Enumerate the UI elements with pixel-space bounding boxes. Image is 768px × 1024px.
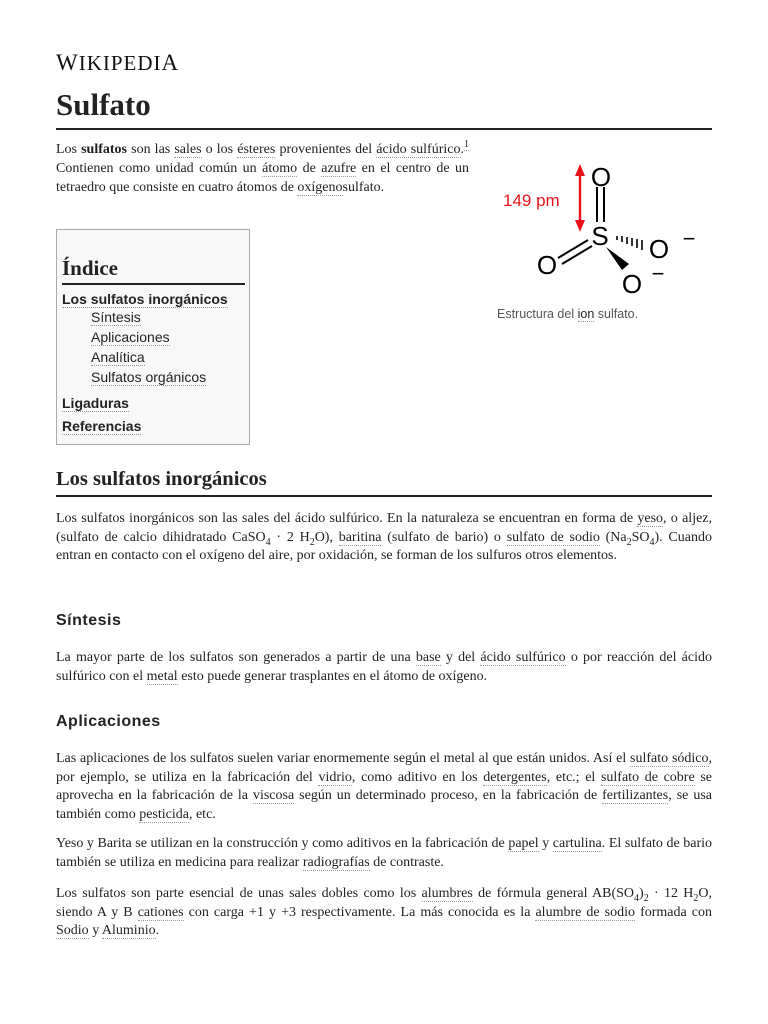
- sulfate-ion-diagram[interactable]: [496, 150, 712, 300]
- sulfate-structure-figure[interactable]: [496, 150, 712, 305]
- link-pesticida[interactable]: pesticida: [139, 806, 189, 822]
- link-sulfato-de-cobre[interactable]: sulfato de cobre: [600, 769, 695, 785]
- link-oxigeno[interactable]: oxígeno: [297, 180, 343, 195]
- atom-oxygen-left: O: [536, 250, 558, 280]
- toc-item-los-sulfatos-inorganicos[interactable]: Los sulfatos inorgánicos: [62, 291, 228, 307]
- sintesis-paragraph: La mayor parte de los sulfatos son generados a partir de una base y del ácido sulfúrico o por reacción del ácido sulfúrico con el metal esto puede generar trasplantes en el átomo de oxígeno.: [56, 650, 712, 684]
- link-sales[interactable]: sales: [174, 142, 202, 157]
- reference-1-link[interactable]: 1: [464, 139, 469, 151]
- link-cationes[interactable]: cationes: [137, 904, 184, 920]
- atom-sulfur: S: [591, 221, 609, 251]
- aplicaciones-paragraph-3: Los sulfatos son parte esencial de unas sales dobles como los alumbres de fórmula general $AB(SO_4)_2 \cdot 12$ $H_2O$, siendo A y B cationes con carga +1 y +3 respectivamente. La más conocida es la alumbre de sodio formada con Sodio y Aluminio.: [56, 886, 712, 938]
- reference-1[interactable]: [464, 139, 469, 151]
- link-atomo[interactable]: átomo: [262, 161, 298, 176]
- section-heading-sulfatos-inorganicos: Los sulfatos inorgánicos: [56, 466, 712, 497]
- logo-letters-middle: IKIPEDI: [78, 51, 162, 75]
- charge-right: −: [682, 226, 696, 251]
- toc-item-referencias[interactable]: Referencias: [62, 418, 142, 434]
- toc-heading: Índice: [62, 254, 245, 285]
- link-baritina[interactable]: baritina: [338, 529, 382, 545]
- atom-oxygen-top: O: [590, 162, 612, 192]
- intro-paragraph: Los sulfatos son las sales o los ésteres provenientes del ácido sulfúrico.$^1$ Contienen como unidad común un átomo de azufre en el centro de un tetraedro que consiste en cuatro átomos de oxígenosulfato.: [56, 139, 469, 195]
- figure-caption: Estructura del ion sulfato.: [497, 307, 639, 321]
- link-acido-sulfurico-2[interactable]: ácido sulfúrico: [480, 650, 566, 665]
- link-cartulina[interactable]: cartulina: [552, 836, 602, 851]
- link-sulfato-de-sodio[interactable]: sulfato de sodio: [506, 529, 600, 545]
- logo-letter-last: A: [161, 50, 180, 75]
- link-aluminio[interactable]: Aluminio: [101, 923, 156, 938]
- link-viscosa[interactable]: viscosa: [252, 788, 295, 803]
- bond-length-label: 149 pm: [503, 191, 560, 210]
- toc-item-analitica[interactable]: Analítica: [91, 349, 145, 365]
- subsection-heading-aplicaciones: Aplicaciones: [56, 713, 161, 730]
- link-radiografias[interactable]: radiografías: [302, 854, 370, 870]
- toc-item-aplicaciones[interactable]: Aplicaciones: [91, 329, 170, 345]
- link-fertilizantes[interactable]: fertilizantes: [602, 788, 669, 803]
- section1-paragraph: Los sulfatos inorgánicos son las sales del ácido sulfúrico. En la naturaleza se encuentran en forma de yeso, o aljez, (sulfato de calcio dihidratado CaSO$_4$ · 2 $H_2O$), baritina (sulfato de bario) o sulfato de sodio $(Na_2SO_4)$. Cuando entran en contacto con el oxígeno del aire, por oxidación, se forman de los sulfuros otros elementos.: [56, 511, 713, 563]
- link-ion[interactable]: ion: [577, 307, 595, 321]
- wikipedia-logo[interactable]: [56, 50, 179, 76]
- atom-oxygen-bottom: O: [621, 269, 643, 299]
- link-detergentes[interactable]: detergentes: [483, 769, 547, 785]
- link-esteres[interactable]: ésteres: [237, 142, 276, 157]
- atom-oxygen-right: O: [648, 234, 670, 264]
- aplicaciones-paragraph-1: Las aplicaciones de los sulfatos suelen variar enormemente según el metal al que están unidos. Así el sulfato sódico, por ejemplo, se utiliza en la fabricación del vidrio, como aditivo en los detergentes, etc.; el sulfato de cobre se aprovecha en la fabricación de la viscosa según un determinado proceso, en la fabricación de fertilizantes, se usa también como pesticida, etc.: [56, 751, 712, 822]
- link-alumbres[interactable]: alumbres: [421, 886, 473, 901]
- toc-item-sulfatos-organicos[interactable]: Sulfatos orgánicos: [91, 369, 207, 385]
- link-alumbre-de-sodio[interactable]: alumbre de sodio: [535, 904, 636, 920]
- toc-item-ligaduras[interactable]: Ligaduras: [62, 395, 129, 411]
- intro-bold-term: sulfatos: [81, 142, 128, 157]
- link-yeso[interactable]: yeso: [637, 511, 664, 526]
- subsection-heading-sintesis: Síntesis: [56, 612, 122, 629]
- table-of-contents: [56, 229, 250, 445]
- toc-item-sintesis[interactable]: Síntesis: [91, 309, 141, 325]
- page-title: Sulfato: [56, 86, 712, 130]
- link-metal[interactable]: metal: [146, 668, 178, 684]
- charge-bottom: −: [651, 261, 665, 286]
- link-vidrio[interactable]: vidrio: [318, 769, 352, 785]
- link-base[interactable]: base: [415, 650, 441, 665]
- link-sodio[interactable]: Sodio: [56, 923, 89, 938]
- aplicaciones-paragraph-2: Yeso y Barita se utilizan en la construcción y como aditivos en la fabricación de papel y cartulina. El sulfato de bario también se utiliza en medicina para realizar radiografías de contraste.: [56, 836, 713, 870]
- link-papel[interactable]: papel: [508, 836, 539, 851]
- link-acido-sulfurico[interactable]: ácido sulfúrico: [376, 142, 461, 157]
- logo-letter-first: W: [56, 50, 79, 75]
- link-azufre[interactable]: azufre: [321, 161, 357, 176]
- link-sulfato-sodico[interactable]: sulfato sódico: [630, 751, 709, 766]
